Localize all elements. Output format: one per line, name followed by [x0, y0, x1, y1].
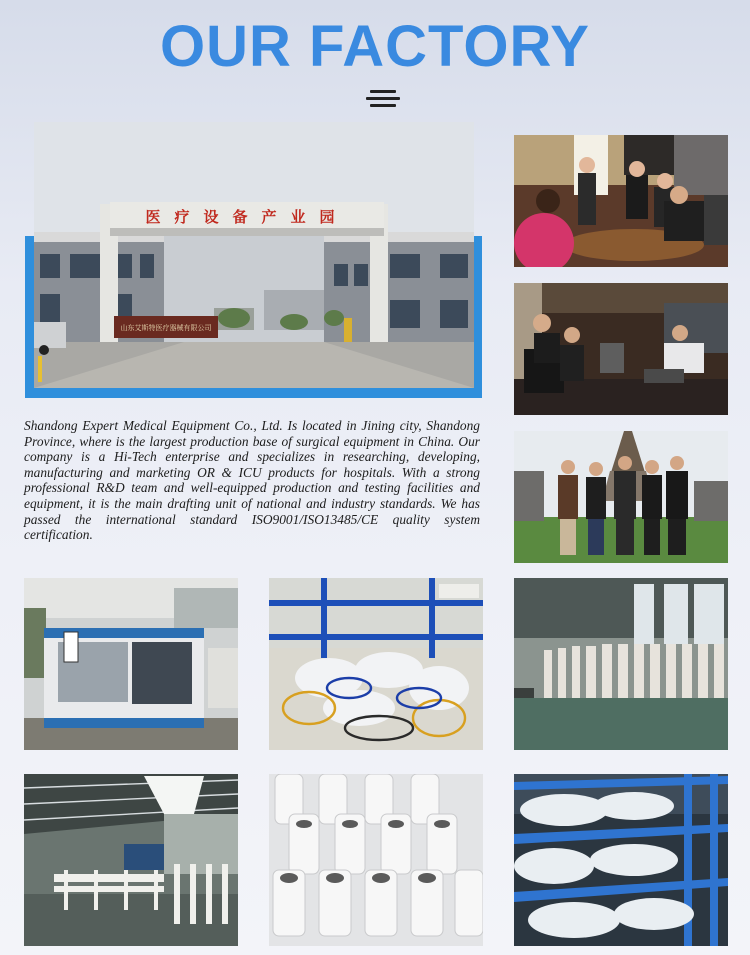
factory-gate-photo — [34, 122, 474, 388]
business-meeting-photo — [514, 135, 728, 267]
cable-parts-photo — [269, 578, 483, 750]
lamp-shade-shelves-photo — [514, 774, 728, 946]
meeting-lounge-photo — [514, 283, 728, 415]
gate-sign-text: 医疗设备产业园 — [145, 208, 349, 226]
company-description: Shandong Expert Medical Equipment Co., Ltd. Is located in Jining city, Shandong Province, where is the largest production base of surgical equipment in China. Our company is a Hi-Tech enterprise and specializes in researching, developing, manufacturing and marketing OR & ICU products for hospitals. With a strong professional R&D team and well-equipped production and testing facilities and equipment, it is the main drafting unit of national and industry standards. We has passed the international standard ISO9001/ISO13485/CE quality system certification. — [24, 418, 480, 543]
menu-lines-icon — [366, 88, 400, 110]
page-title: OUR FACTORY — [160, 14, 590, 79]
production-hall-photo — [24, 774, 238, 946]
cnc-machine-photo — [24, 578, 238, 750]
workshop-frames-photo — [514, 578, 728, 750]
plaque-text: 山东艾斯特医疗器械有限公司 — [120, 324, 212, 332]
cylinder-parts-photo — [269, 774, 483, 946]
group-eiffel-tower-photo — [514, 431, 728, 563]
